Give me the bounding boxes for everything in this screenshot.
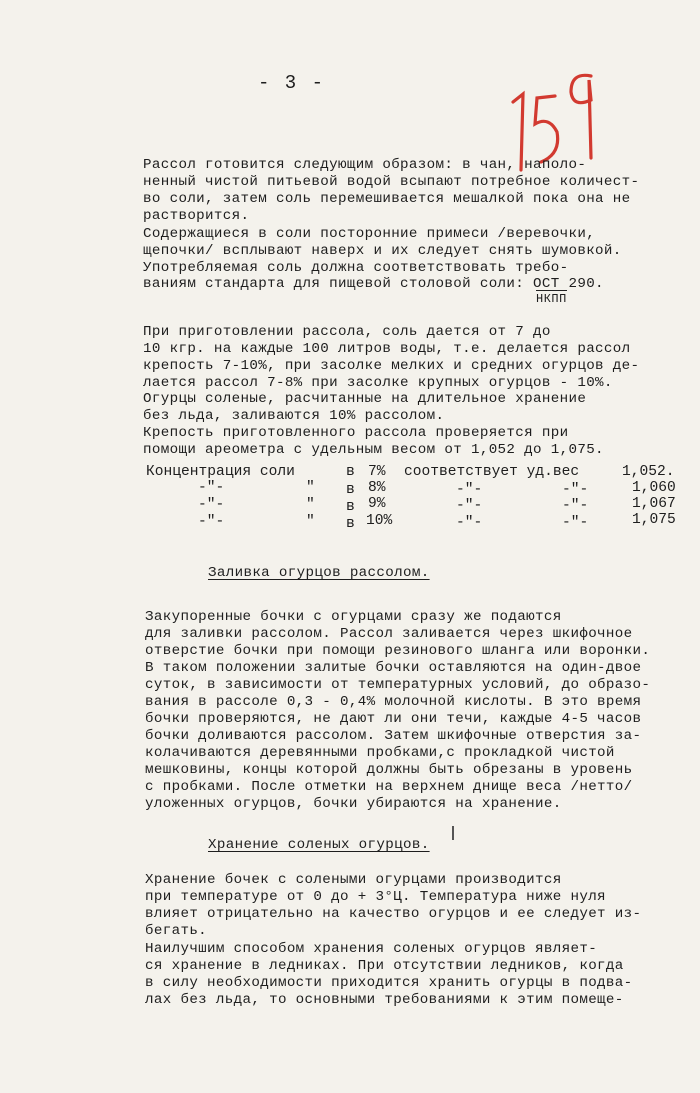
- s2-line-3: крепость 7-10%, при засолке мелких и средних огурцов де-: [143, 358, 640, 374]
- s4-line-8: лах без льда, то основными требованиями к этим помеще-: [145, 992, 624, 1008]
- s3-line-2: для заливки рассолом. Рассол заливается через шкифочное: [145, 626, 633, 642]
- s3-line-7: бочки проверяются, не дают ли они течи, каждые 4-5 часов: [145, 711, 642, 727]
- s2-line-1: При приготовлении рассола, соль дается от 7 до: [143, 324, 551, 340]
- s3-line-5: суток, в зависимости от температурных условий, до образо-: [145, 677, 651, 693]
- handwritten-page-number: [505, 62, 615, 172]
- s3-line-12: уложенных огурцов, бочки убираются на хранение.: [145, 796, 562, 812]
- s3-line-6: вания в рассоле 0,3 - 0,4% молочной кислоты. В это время: [145, 694, 642, 710]
- s1-line-4: растворится.: [143, 208, 250, 224]
- conc-value: 1,075: [632, 512, 676, 528]
- s1-line-3: во соли, затем соль перемешивается мешалкой пока она не: [143, 191, 631, 207]
- s1-line-6: щепочки/ всплывают наверх и их следует снять шумовкой.: [143, 243, 622, 259]
- s3-line-3: отверстие бочки при помощи резинового шланга или воронки.: [145, 643, 651, 659]
- ost-subscript: НКПП: [536, 292, 567, 306]
- stray-mark: [452, 826, 454, 840]
- s4-line-3: влияет отрицательно на качество огурцов и ее следует из-: [145, 906, 642, 922]
- conc-label: -"-: [198, 480, 225, 496]
- conc-verb2: -"-: [562, 482, 589, 498]
- s1-line-8: ваниям стандарта для пищевой столовой соли: ОСТ 290.: [143, 276, 604, 292]
- conc-pct: 9%: [368, 496, 386, 512]
- conc-prep: в: [346, 516, 355, 532]
- heading-pouring: Заливка огурцов рассолом.: [208, 565, 430, 581]
- s3-line-8: бочки доливаются рассолом. Затем шкифочные отверстия за-: [145, 728, 642, 744]
- s1-line-7: Употребляемая соль должна соответствовать требо-: [143, 260, 569, 276]
- s3-line-9: колачиваются деревянными пробками,с прокладкой чистой: [145, 745, 615, 761]
- s4-line-5: Наилучшим способом хранения соленых огурцов являет-: [145, 941, 598, 957]
- s4-line-7: в силу необходимости приходится хранить огурцы в подва-: [145, 975, 633, 991]
- s3-line-1: Закупоренные бочки с огурцами сразу же подаются: [145, 609, 562, 625]
- conc-pct: 8%: [368, 480, 386, 496]
- conc-pct: 7%: [368, 464, 386, 480]
- ditto-mark: ": [306, 497, 315, 513]
- handwritten-number-text: 159: [560, 122, 562, 123]
- s2-line-5: Огурцы соленые, расчитанные на длительное хранение: [143, 391, 587, 407]
- s3-line-11: с пробками. После отметки на верхнем днище веса /нетто/: [145, 779, 633, 795]
- conc-label: Концентрация соли: [146, 464, 295, 480]
- conc-verb: -"-: [456, 515, 483, 531]
- s2-line-4: лается рассол 7-8% при засолке крупных огурцов - 10%.: [143, 375, 613, 391]
- conc-value: 1,060: [632, 480, 676, 496]
- conc-verb2: -"-: [562, 498, 589, 514]
- conc-label: -"-: [198, 514, 225, 530]
- s3-line-4: В таком положении залитые бочки оставляются на один-двое: [145, 660, 642, 676]
- s4-line-6: ся хранение в ледниках. При отсутствии ледников, когда: [145, 958, 624, 974]
- conc-verb: соответствует уд.вес: [404, 464, 580, 480]
- conc-pct: 10%: [366, 513, 393, 529]
- s3-line-10: мешковины, концы которой должны быть обрезаны в уровень: [145, 762, 633, 778]
- page-number: - 3 -: [258, 72, 326, 94]
- heading-storage: Хранение соленых огурцов.: [208, 837, 430, 853]
- conc-prep: в: [346, 464, 355, 480]
- conc-verb: -"-: [456, 482, 483, 498]
- ditto-mark: ": [306, 480, 315, 496]
- s2-line-6: без льда, заливаются 10% рассолом.: [143, 408, 445, 424]
- s1-line-2: ненный чистой питьевой водой всыпают потребное количест-: [143, 174, 640, 190]
- conc-verb: -"-: [456, 498, 483, 514]
- s2-line-8: помощи ареометра с удельным весом от 1,052 до 1,075.: [143, 442, 604, 458]
- s1-line-5: Содержащиеся в соли посторонние примеси /веревочки,: [143, 226, 596, 242]
- conc-prep: в: [346, 482, 355, 498]
- s2-line-2: 10 кгр. на каждые 100 литров воды, т.е. делается рассол: [143, 341, 631, 357]
- s1-line-1: Рассол готовится следующим образом: в чан, наполо-: [143, 157, 587, 173]
- conc-label: -"-: [198, 497, 225, 513]
- s4-line-2: при температуре от 0 до + 3°Ц. Температура ниже нуля: [145, 889, 606, 905]
- conc-value: 1,067: [632, 496, 676, 512]
- conc-prep: в: [346, 499, 355, 515]
- conc-value: 1,052.: [622, 464, 675, 480]
- s4-line-4: бегать.: [145, 923, 208, 939]
- conc-verb2: -"-: [562, 515, 589, 531]
- ditto-mark: ": [306, 514, 315, 530]
- s4-line-1: Хранение бочек с солеными огурцами производится: [145, 872, 562, 888]
- s2-line-7: Крепость приготовленного рассола проверяется при: [143, 425, 569, 441]
